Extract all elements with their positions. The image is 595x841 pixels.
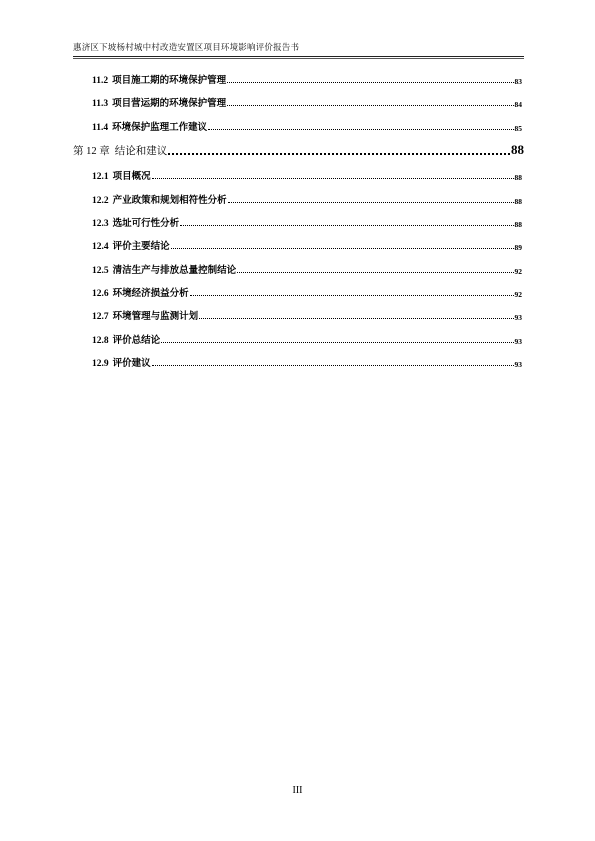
toc-entry-11-3[interactable] (92, 95, 522, 109)
toc-entry-11-2[interactable] (92, 72, 522, 86)
toc-entry-number: 12.1 (92, 172, 109, 182)
dot-leader (180, 225, 513, 226)
toc-entry-12-5[interactable] (92, 262, 522, 276)
toc-entry-page: 88 (514, 220, 522, 229)
dot-leader (171, 248, 514, 249)
toc-entry-title: 项目概况 (112, 171, 151, 182)
toc-entry-12-4[interactable] (92, 238, 522, 252)
toc-entry-title: 项目施工期的环境保护管理 (112, 75, 227, 86)
running-header: 惠济区下坡杨村城中村改造安置区项目环境影响评价报告书 (73, 43, 300, 53)
toc-entry-12-7[interactable] (92, 308, 522, 322)
toc-entry-number: 12.3 (92, 219, 109, 229)
toc-entry-page: 84 (514, 100, 522, 109)
dot-leader (168, 153, 510, 155)
toc-entry-page: 88 (514, 197, 522, 206)
toc-entry-number: 12.4 (92, 242, 109, 252)
dot-leader (152, 365, 514, 366)
toc-chapter-title: 结论和建议 (114, 145, 168, 157)
toc-entry-12-2[interactable] (92, 192, 522, 206)
dot-leader (152, 178, 514, 179)
toc-chapter-page: 88 (511, 142, 524, 157)
dot-leader (190, 295, 514, 296)
toc-entry-number: 11.4 (92, 123, 109, 133)
toc-entry-title: 评价主要结论 (112, 241, 170, 252)
toc-entry-12-9[interactable] (92, 355, 522, 369)
toc-entry-12-1[interactable] (92, 168, 522, 182)
toc-entry-title: 项目营运期的环境保护管理 (112, 98, 227, 109)
dot-leader (208, 129, 513, 130)
toc-entry-12-6[interactable] (92, 285, 522, 299)
toc-entry-number: 11.3 (92, 99, 109, 109)
toc-entry-title: 环境经济损益分析 (112, 288, 189, 299)
toc-entry-title: 产业政策和规划相符性分析 (112, 195, 227, 206)
toc-entry-number: 12.2 (92, 196, 109, 206)
toc-entry-page: 89 (514, 243, 522, 252)
toc-entry-12-8[interactable] (92, 332, 522, 346)
dot-leader (228, 202, 514, 203)
toc-entry-title: 评价总结论 (112, 335, 161, 346)
toc-entry-page: 88 (514, 173, 522, 182)
dot-leader (227, 105, 513, 106)
toc-chapter-12[interactable] (73, 142, 524, 158)
toc-entry-title: 环境管理与监测计划 (112, 311, 199, 322)
dot-leader (237, 272, 513, 273)
toc-entry-number: 11.2 (92, 76, 109, 86)
dot-leader (227, 82, 513, 83)
toc-entry-page: 83 (514, 77, 522, 86)
toc-entry-title: 选址可行性分析 (112, 218, 180, 229)
toc-entry-page: 93 (514, 337, 522, 346)
toc-chapter-number: 第 12 章 (73, 146, 110, 157)
toc-entry-title: 评价建议 (112, 358, 151, 369)
dot-leader (161, 342, 513, 343)
toc-entry-number: 12.7 (92, 312, 109, 322)
toc-entry-12-3[interactable] (92, 215, 522, 229)
toc-entry-page: 92 (514, 267, 522, 276)
page-number: III (292, 785, 303, 796)
toc-entry-page: 93 (514, 360, 522, 369)
toc-entry-number: 12.5 (92, 266, 109, 276)
toc-entry-number: 12.6 (92, 289, 109, 299)
dot-leader (199, 318, 513, 319)
toc-entry-number: 12.9 (92, 359, 109, 369)
toc-entry-title: 环境保护监理工作建议 (112, 122, 208, 133)
toc-entry-page: 92 (514, 290, 522, 299)
toc-entry-11-4[interactable] (92, 119, 522, 133)
toc-entry-title: 清洁生产与排放总量控制结论 (112, 265, 237, 276)
toc-entry-page: 93 (514, 313, 522, 322)
toc-entry-page: 85 (514, 124, 522, 133)
toc-entry-number: 12.8 (92, 336, 109, 346)
